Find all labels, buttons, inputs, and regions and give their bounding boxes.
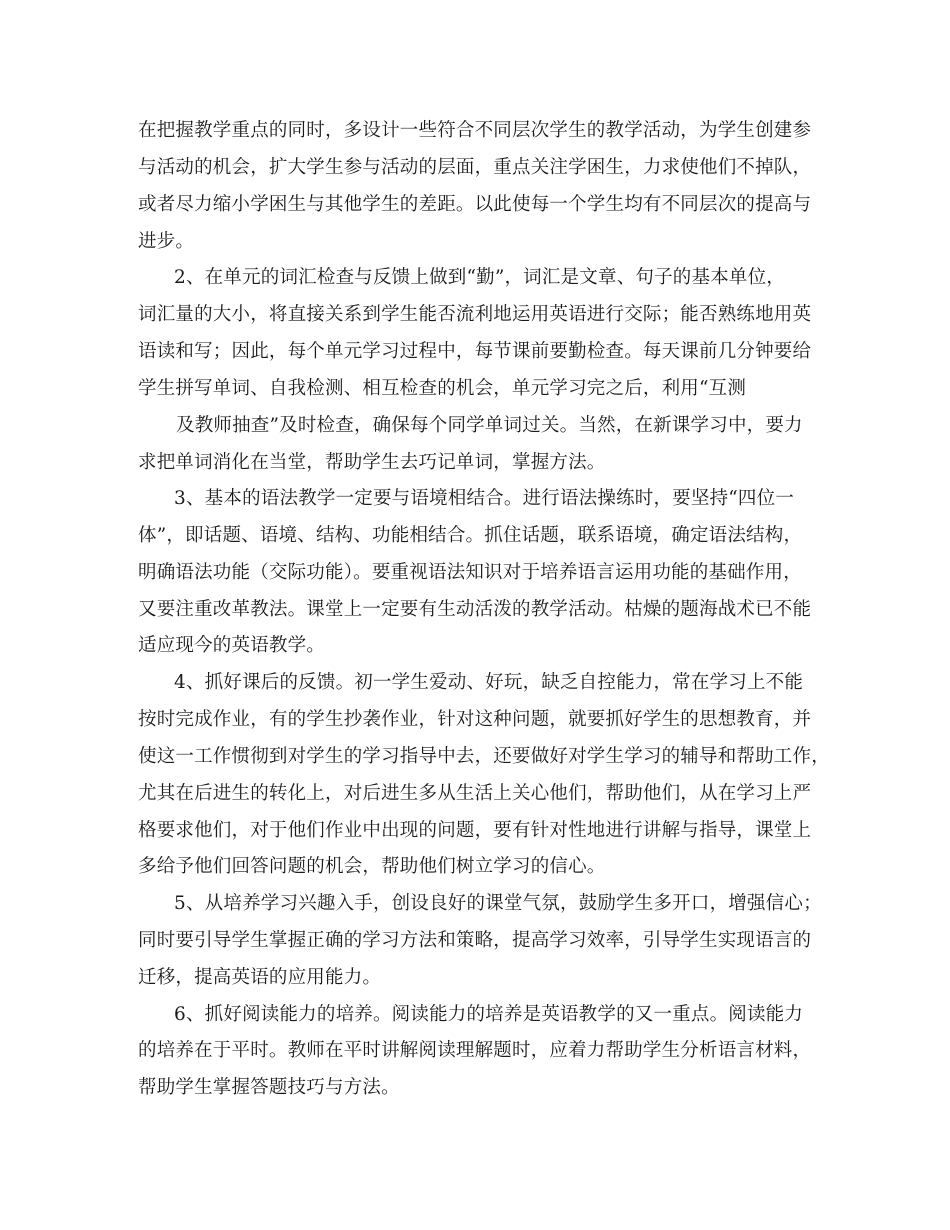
text-line-indented: 及教师抽查”及时检查，确保每个同学单词过关。当然，在新课学习中，要力 <box>176 415 803 436</box>
text-line: 明确语法功能（交际功能）。要重视语法知识对于培养语言运用功能的基础作用， <box>138 562 802 583</box>
text-line: 的培养在于平时。教师在平时讲解阅读理解题时，应着力帮助学生分析语言材料， <box>138 1040 812 1061</box>
text-line: 语读和写；因此，每个单元学习过程中，每节课前要勤检查。每天课前几分钟要给 <box>138 341 812 362</box>
text-line: 同时要引导学生掌握正确的学习方法和策略，提高学习效率，引导学生实现语言的 <box>138 930 812 951</box>
text-line: 学生拼写单词、自我检测、相互检查的机会，单元学习完之后，利用“互测 <box>138 378 747 399</box>
paragraph-3-first-line: 3、基本的语法教学一定要与语境相结合。进行语法操练时，要坚持“四位一 <box>174 488 795 509</box>
paragraph-2-first-line: 2、在单元的词汇检查与反馈上做到“勤”，词汇是文章、句子的基本单位， <box>174 267 785 288</box>
text-line: 按时完成作业，有的学生抄袭作业，针对这种问题，就要抓好学生的思想教育，并 <box>138 709 812 730</box>
text-line: 适应现今的英语教学。 <box>138 635 326 656</box>
text-line: 多给予他们回答问题的机会，帮助他们树立学习的信心。 <box>138 856 606 877</box>
paragraph-4-first-line: 4、抓好课后的反馈。初一学生爱动、好玩，缺乏自控能力，常在学习上不能 <box>174 672 804 693</box>
paragraph-5-first-line: 5、从培养学习兴趣入手，创设良好的课堂气氛，鼓励学生多开口，增强信心； <box>174 893 822 914</box>
text-line: 求把单词消化在当堂，帮助学生去巧记单词，掌握方法。 <box>138 452 606 473</box>
text-line: 进步。 <box>138 231 195 252</box>
text-line: 词汇量的大小，将直接关系到学生能否流利地运用英语进行交际；能否熟练地用英 <box>138 304 812 325</box>
paragraph-6-first-line: 6、抓好阅读能力的培养。阅读能力的培养是英语教学的又一重点。阅读能力 <box>174 1004 804 1025</box>
text-line: 迁移，提高英语的应用能力。 <box>138 967 382 988</box>
text-line: 尤其在后进生的转化上，对后进生多从生活上关心他们，帮助他们，从在学习上严 <box>138 783 812 804</box>
text-line: 使这一工作惯彻到对学生的学习指导中去，还要做好对学生学习的辅导和帮助工作， <box>138 746 830 767</box>
text-line: 与活动的机会，扩大学生参与活动的层面，重点关注学困生，力求使他们不掉队， <box>138 157 812 178</box>
text-line: 帮助学生掌握答题技巧与方法。 <box>138 1077 400 1098</box>
text-line: 格要求他们，对于他们作业中出现的问题，要有针对性地进行讲解与指导，课堂上 <box>138 820 812 841</box>
text-line: 或者尽力缩小学困生与其他学生的差距。以此使每一个学生均有不同层次的提高与 <box>138 194 812 215</box>
text-line: 在把握教学重点的同时，多设计一些符合不同层次学生的教学活动，为学生创建参 <box>138 120 812 141</box>
text-line: 体”，即话题、语境、结构、功能相结合。抓住话题，联系语境，确定语法结构， <box>138 525 803 546</box>
text-line: 又要注重改革教法。课堂上一定要有生动活泼的教学活动。枯燥的题海战术已不能 <box>138 599 812 620</box>
